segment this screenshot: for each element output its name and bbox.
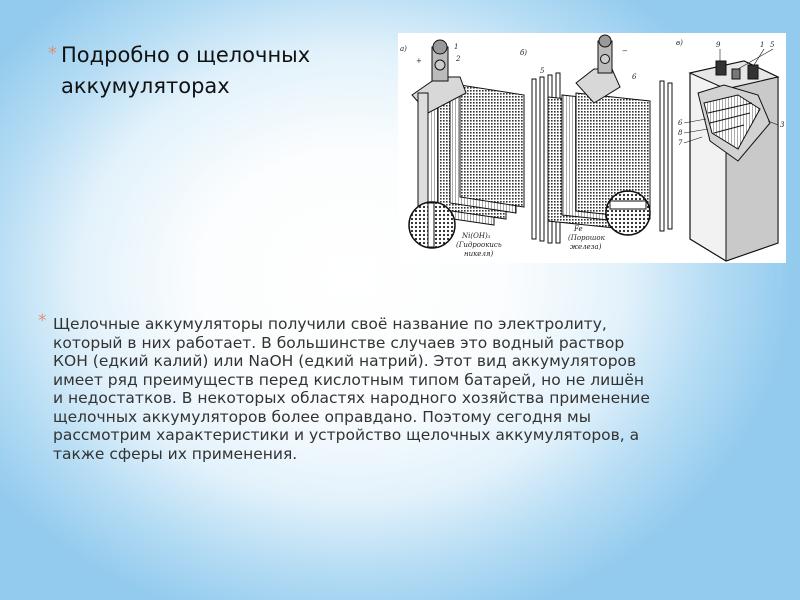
panel-a-number-1: 1 xyxy=(454,43,459,51)
panel-a-zoom xyxy=(409,202,455,248)
panel-c-number-8: 8 xyxy=(678,129,683,137)
panel-a-letter: а) xyxy=(400,45,407,53)
panel-b-caption-1: Fe xyxy=(574,225,583,233)
panel-a-sign: + xyxy=(416,57,422,65)
panel-c-number-3: 3 xyxy=(780,121,785,129)
panel-c-number-7: 7 xyxy=(678,139,683,147)
body-bullet: * xyxy=(38,311,47,331)
title-text: Подробно о щелочных аккумуляторах xyxy=(61,43,311,98)
panel-b-plates xyxy=(532,35,672,243)
panel-b-number-5: 5 xyxy=(540,67,545,75)
slide-title xyxy=(48,40,391,102)
panel-b-caption-3: железа) xyxy=(570,243,602,251)
panel-a-number-2: 2 xyxy=(456,55,461,63)
panel-b-number-6: 6 xyxy=(632,73,637,81)
panel-b-zoom xyxy=(606,191,650,235)
panel-c-letter: в) xyxy=(676,39,683,47)
body-text: Щелочные аккумуляторы получили своё название по электролиту, который в них работает. В большинстве случаев это водный раствор КОН (едкий калий) или NaOH (едкий натрий). Этот вид аккумуляторов имеет ряд преимуществ перед кислотным типом батарей, но не лишён и недостатков. В некоторых областях народного хозяйства применение щелочных аккумуляторов более оправдано. Поэтому сегодня мы рассмотрим характеристики и устройство щелочных аккумуляторов, а также сферы их применения. xyxy=(53,315,650,463)
slide-body xyxy=(38,311,653,463)
title-bullet: * xyxy=(48,43,57,64)
panel-c-number-9: 9 xyxy=(716,41,721,49)
panel-c-number-1: 1 xyxy=(760,41,765,49)
panel-b-sign: − xyxy=(622,47,628,55)
battery-diagram xyxy=(398,33,786,263)
battery-diagram-svg xyxy=(398,33,786,263)
panel-b-caption-2: (Порошок xyxy=(568,234,605,242)
panel-a-caption-3: никеля) xyxy=(464,250,494,258)
panel-c-number-6: 6 xyxy=(678,119,683,127)
panel-c-number-5: 5 xyxy=(770,41,775,49)
panel-b-letter: б) xyxy=(520,49,528,57)
panel-c-cell xyxy=(690,61,778,261)
panel-a-caption-1: Ni(OH)₃ xyxy=(462,232,491,240)
panel-a-caption-2: (Гидроокись xyxy=(456,241,502,249)
